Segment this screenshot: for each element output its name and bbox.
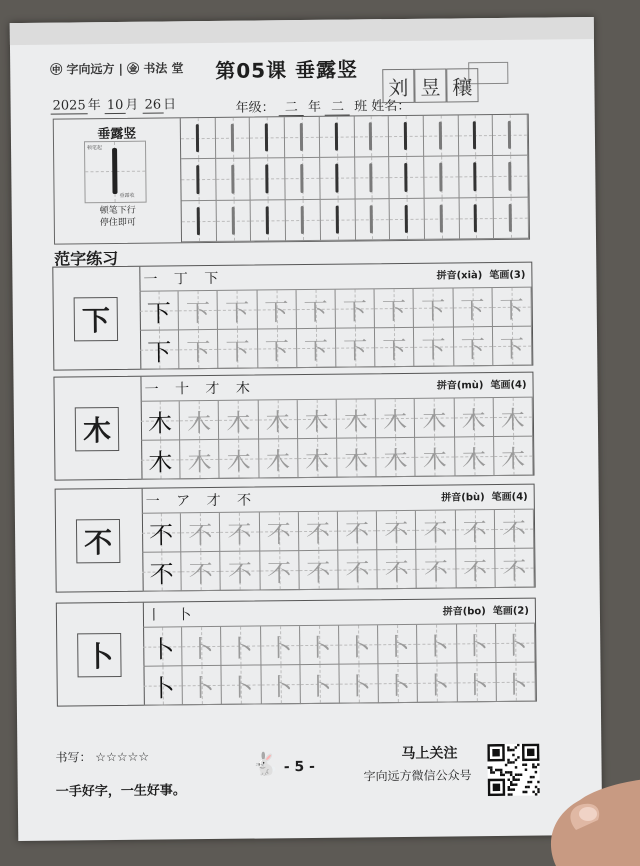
trace-character: 下: [264, 297, 289, 326]
name-boxes: [382, 68, 478, 103]
stroke-practice-cell[interactable]: [389, 116, 424, 158]
vertical-stroke-mark: [508, 162, 511, 190]
practice-cell[interactable]: [495, 510, 535, 549]
stroke-practice-cell[interactable]: [424, 198, 459, 240]
practice-cell[interactable]: [338, 550, 378, 589]
practice-cell[interactable]: [143, 666, 183, 705]
stroke-practice-cell[interactable]: [216, 200, 251, 242]
model-character: 下: [74, 297, 118, 341]
stroke-order: 一 十 才 木: [144, 380, 257, 398]
model-character: 卜: [77, 633, 121, 677]
model-character-panel: [54, 377, 142, 480]
practice-cell[interactable]: [183, 666, 223, 705]
vertical-stroke-mark: [196, 165, 199, 193]
vertical-stroke-mark: [231, 206, 234, 234]
trace-character: 卜: [307, 672, 332, 701]
practice-cell[interactable]: [339, 625, 379, 664]
practice-cell[interactable]: [496, 663, 536, 702]
practice-cell[interactable]: [297, 329, 337, 368]
practice-cell[interactable]: [140, 330, 180, 369]
name-char-1: 刘: [382, 69, 414, 103]
practice-cell[interactable]: [454, 398, 494, 437]
practice-cell[interactable]: [376, 438, 416, 477]
vertical-stroke-mark: [370, 164, 373, 192]
trace-character: 不: [384, 518, 409, 547]
rating-label: 书写：: [55, 750, 92, 765]
stroke-hint-line2: 停住即可: [99, 217, 136, 229]
qr-code-icon: [487, 744, 540, 797]
stroke-practice-cell[interactable]: [424, 157, 459, 199]
stroke-practice-cell[interactable]: [181, 118, 216, 160]
practice-cell[interactable]: [339, 664, 379, 703]
practice-cell[interactable]: [180, 401, 220, 440]
practice-cell[interactable]: [336, 328, 376, 367]
stroke-practice-cell[interactable]: [493, 156, 528, 198]
practice-cell[interactable]: [379, 664, 419, 703]
class-suffix: 班 姓名：: [354, 98, 411, 115]
vertical-stroke-mark: [231, 165, 234, 193]
practice-cell[interactable]: [179, 330, 219, 369]
vertical-stroke-mark: [370, 205, 373, 233]
model-character-panel: [57, 603, 145, 706]
practice-cell[interactable]: [492, 288, 532, 327]
practice-cell[interactable]: [141, 440, 181, 479]
practice-cell[interactable]: [376, 399, 416, 438]
vertical-stroke-mark: [335, 205, 338, 233]
practice-cell[interactable]: [455, 510, 495, 549]
pinyin-label: 拼音(xià): [436, 270, 483, 282]
hand-photo-edge: [536, 770, 640, 866]
practice-cell[interactable]: [220, 512, 260, 551]
stroke-practice-cell[interactable]: [494, 197, 529, 239]
strokes-label: 笔画(4): [490, 379, 527, 392]
practice-cell[interactable]: [257, 290, 297, 329]
vertical-stroke-mark: [439, 122, 442, 150]
practice-cell[interactable]: [259, 439, 299, 478]
trace-character: 木: [343, 406, 369, 436]
date-year: 2025: [51, 98, 88, 114]
vertical-stroke-mark: [301, 206, 304, 234]
practice-cell[interactable]: [417, 624, 457, 663]
vertical-stroke-mark: [197, 207, 200, 235]
practice-cell[interactable]: [219, 400, 259, 439]
practice-cell[interactable]: [218, 330, 258, 369]
trace-character: 卜: [463, 631, 489, 660]
practice-cell[interactable]: [338, 511, 378, 550]
trace-character: 下: [381, 296, 407, 325]
stroke-practice-cell[interactable]: [215, 118, 250, 160]
practice-cell[interactable]: [140, 291, 180, 330]
strokes-label: 笔画(3): [489, 269, 526, 282]
example-character: 不: [149, 559, 174, 589]
practice-cell[interactable]: [258, 400, 298, 439]
strokes-label: 笔画(4): [491, 491, 528, 504]
practice-cell[interactable]: [179, 291, 219, 330]
example-character: 下: [147, 337, 172, 367]
trace-character: 下: [421, 296, 446, 325]
practice-grid: [141, 397, 534, 480]
trace-character: 不: [188, 559, 213, 588]
date-year-suffix: 年: [87, 98, 101, 114]
date-month-suffix: 月: [125, 97, 139, 113]
vertical-stroke-mark: [439, 163, 442, 191]
practice-grid: [142, 509, 535, 592]
trace-character: 卜: [464, 670, 489, 699]
vertical-stroke-mark: [230, 124, 233, 152]
trace-character: 下: [186, 337, 211, 366]
date-line: [50, 93, 176, 113]
practice-cell[interactable]: [181, 552, 221, 591]
vertical-stroke-mark: [473, 121, 476, 149]
vertical-stroke-mark: [334, 123, 337, 151]
follow-subtitle: 字向远方微信公众号: [363, 768, 472, 784]
practice-cell[interactable]: [455, 437, 495, 476]
trace-character: 卜: [346, 671, 371, 701]
model-character: 木: [75, 407, 119, 451]
vertical-stroke-mark: [404, 122, 407, 150]
stroke-order: 丨 卜: [146, 607, 198, 624]
stroke-practice-cell[interactable]: [459, 156, 494, 198]
trace-character: 不: [305, 519, 331, 548]
practice-cell[interactable]: [181, 513, 221, 552]
stroke-practice-section: [53, 114, 530, 245]
stroke-practice-cell[interactable]: [493, 115, 528, 157]
stroke-practice-cell[interactable]: [320, 116, 355, 158]
stroke-demo-panel: [54, 118, 182, 243]
trace-character: 卜: [307, 633, 332, 662]
name-char-2: 昱: [414, 69, 446, 103]
worksheet-page: [10, 17, 603, 841]
practice-cell[interactable]: [261, 626, 301, 665]
trace-character: 木: [187, 408, 212, 437]
practice-cell[interactable]: [300, 626, 340, 665]
practice-cell[interactable]: [222, 665, 262, 704]
practice-cell[interactable]: [336, 289, 376, 328]
vertical-stroke-mark: [474, 163, 477, 191]
trace-character: 木: [422, 445, 447, 474]
trace-character: 不: [463, 556, 488, 585]
stroke-practice-cell[interactable]: [390, 198, 425, 240]
stroke-hint: [55, 204, 181, 229]
trace-character: 不: [227, 520, 252, 549]
trace-character: 卜: [346, 632, 371, 662]
practice-cell[interactable]: [377, 550, 417, 589]
stroke-practice-cell[interactable]: [355, 199, 390, 241]
trace-character: 卜: [189, 634, 214, 663]
practice-cell[interactable]: [417, 549, 457, 588]
grade-label: 年级：: [235, 100, 275, 116]
practice-cell[interactable]: [375, 328, 415, 367]
practice-cell[interactable]: [258, 329, 298, 368]
practice-cell[interactable]: [337, 399, 377, 438]
follow-title: 马上关注: [401, 745, 458, 763]
practice-cell[interactable]: [142, 552, 182, 591]
trace-character: 木: [265, 407, 290, 436]
practice-cell[interactable]: [375, 289, 415, 328]
date-day: 26: [142, 97, 163, 113]
practice-cell[interactable]: [414, 327, 454, 366]
character-section: [56, 598, 537, 707]
stroke-practice-cell[interactable]: [182, 201, 217, 243]
vertical-stroke-mark: [196, 124, 199, 152]
trace-character: 不: [423, 518, 448, 547]
pinyin-label: 拼音(bù): [441, 492, 485, 504]
practice-cell[interactable]: [297, 400, 337, 439]
stroke-hint-line1: 顿笔下行: [99, 205, 136, 217]
trace-character: 不: [423, 557, 449, 586]
stroke-practice-cell[interactable]: [354, 116, 389, 158]
stroke-practice-cell[interactable]: [251, 159, 286, 201]
vertical-stroke-mark: [265, 123, 268, 151]
practice-cell[interactable]: [378, 625, 418, 664]
trace-character: 卜: [228, 634, 253, 663]
section-heading: 范字练习: [54, 248, 119, 269]
practice-cell[interactable]: [142, 513, 182, 552]
trace-character: 不: [502, 556, 527, 585]
rabbit-icon: 🐇: [251, 752, 280, 778]
vertical-stroke-mark: [404, 163, 407, 191]
trace-character: 木: [501, 444, 526, 473]
practice-cell[interactable]: [218, 291, 258, 330]
practice-cell[interactable]: [454, 327, 494, 366]
stroke-practice-cell[interactable]: [459, 198, 494, 240]
practice-cell[interactable]: [221, 551, 261, 590]
trace-character: 卜: [503, 631, 528, 660]
practice-cell[interactable]: [260, 551, 300, 590]
trace-character: 不: [345, 518, 370, 548]
motto: 一手好字，一生好事。: [55, 783, 186, 800]
example-character: 卜: [150, 673, 175, 703]
stroke-practice-cell[interactable]: [285, 158, 320, 200]
trace-character: 木: [500, 405, 525, 434]
character-section: [55, 484, 536, 593]
trace-character: 下: [499, 295, 524, 324]
pinyin-label: 拼音(bo): [442, 606, 486, 618]
name-char-3: 穰: [446, 68, 478, 102]
date-day-suffix: 日: [163, 97, 177, 113]
practice-cell[interactable]: [377, 511, 417, 550]
practice-cell[interactable]: [221, 626, 261, 665]
example-character: 木: [148, 447, 173, 477]
trace-character: 不: [227, 559, 253, 588]
trace-character: 木: [422, 406, 447, 435]
stroke-order: 一 丁 下: [143, 270, 225, 288]
practice-cell[interactable]: [299, 512, 339, 551]
trace-character: 卜: [385, 671, 411, 700]
demo-label-bottom: 垂露收: [119, 192, 135, 199]
practice-cell[interactable]: [182, 627, 222, 666]
example-character: 木: [147, 408, 173, 438]
trace-character: 下: [303, 297, 328, 326]
trace-character: 下: [460, 334, 486, 363]
vertical-stroke-mark: [474, 204, 477, 232]
brand-logo: ㊥ 字向远方 | ㊎ 书法 堂: [50, 61, 184, 77]
trace-character: 卜: [189, 673, 215, 702]
practice-grid: [143, 623, 536, 706]
practice-cell[interactable]: [220, 439, 260, 478]
practice-cell[interactable]: [416, 510, 456, 549]
pinyin-label: 拼音(mù): [436, 380, 484, 392]
vertical-stroke-mark: [265, 165, 268, 193]
practice-cell[interactable]: [494, 437, 534, 476]
trace-character: 不: [188, 520, 213, 549]
character-section: [53, 372, 534, 481]
trace-character: 不: [501, 517, 527, 546]
trace-character: 下: [382, 335, 407, 364]
grade-value: 二: [279, 100, 304, 116]
practice-cell[interactable]: [337, 438, 377, 477]
stroke-practice-cell[interactable]: [424, 115, 459, 157]
date-month: 10: [105, 98, 126, 114]
trace-character: 木: [461, 444, 487, 473]
char-meta: [437, 376, 527, 392]
vertical-stroke-mark: [266, 206, 269, 234]
vertical-stroke-mark: [300, 164, 303, 192]
trace-character: 木: [461, 405, 486, 434]
trace-character: 下: [343, 335, 368, 365]
stroke-practice-cell[interactable]: [181, 159, 216, 201]
practice-cell[interactable]: [414, 288, 454, 327]
model-character: 不: [76, 519, 120, 563]
trace-character: 下: [460, 295, 485, 324]
stroke-practice-cell[interactable]: [216, 159, 251, 201]
trace-character: 卜: [268, 672, 293, 701]
vertical-stroke-illustration: [112, 148, 117, 194]
trace-character: 木: [265, 446, 291, 475]
practice-cell[interactable]: [296, 290, 336, 329]
star-rating: ☆☆☆☆☆: [95, 749, 150, 765]
practice-cell[interactable]: [453, 288, 493, 327]
strokes-label: 笔画(2): [492, 605, 529, 618]
trace-character: 不: [306, 558, 331, 587]
trace-character: 木: [187, 447, 212, 476]
trace-character: 木: [226, 408, 251, 437]
practice-cell[interactable]: [456, 549, 496, 588]
top-strip-bleed-text: [10, 17, 594, 45]
trace-character: 木: [383, 406, 408, 435]
vertical-stroke-mark: [508, 121, 511, 149]
char-meta: [443, 602, 529, 618]
example-character: 卜: [150, 634, 175, 664]
trace-character: 木: [304, 407, 329, 436]
trace-character: 下: [264, 336, 290, 365]
demo-label-top: 顿笔起: [87, 145, 103, 152]
vertical-stroke-mark: [369, 122, 372, 150]
trace-character: 不: [267, 558, 292, 587]
vertical-stroke-mark: [405, 205, 408, 233]
trace-character: 不: [462, 517, 487, 546]
practice-cell[interactable]: [261, 665, 301, 704]
practice-cell[interactable]: [457, 663, 497, 702]
practice-cell[interactable]: [415, 398, 455, 437]
trace-character: 不: [266, 519, 291, 548]
practice-cell[interactable]: [300, 665, 340, 704]
stroke-demo-box: [84, 141, 147, 204]
stroke-practice-cell[interactable]: [285, 117, 320, 159]
rating-line: [55, 748, 149, 766]
practice-cell[interactable]: [418, 663, 458, 702]
char-meta: [436, 266, 525, 282]
stroke-practice-cell[interactable]: [250, 117, 285, 159]
trace-character: 木: [383, 445, 408, 474]
trace-character: 下: [225, 337, 250, 366]
practice-cell[interactable]: [457, 624, 497, 663]
practice-cell[interactable]: [141, 401, 181, 440]
practice-cell[interactable]: [259, 512, 299, 551]
trace-character: 下: [342, 296, 368, 326]
trace-character: 卜: [503, 670, 528, 699]
trace-character: 不: [345, 557, 370, 587]
practice-cell[interactable]: [415, 437, 455, 476]
lesson-title: 第05课 垂露竖: [215, 57, 359, 83]
char-meta: [441, 488, 528, 504]
stroke-practice-cell[interactable]: [389, 157, 424, 199]
vertical-stroke-mark: [509, 204, 512, 232]
example-character: 不: [149, 520, 174, 550]
stroke-name: 垂露竖: [97, 126, 137, 143]
stroke-practice-cell[interactable]: [320, 158, 355, 200]
stroke-practice-cell[interactable]: [458, 115, 493, 157]
trace-character: 下: [185, 298, 211, 327]
trace-character: 木: [305, 446, 330, 475]
practice-cell[interactable]: [493, 327, 533, 366]
practice-cell[interactable]: [298, 439, 338, 478]
trace-character: 卜: [424, 632, 449, 661]
trace-character: 不: [384, 557, 409, 586]
page-number-area: [251, 752, 315, 778]
trace-character: 木: [226, 447, 251, 476]
stroke-practice-grid: [181, 115, 529, 243]
stroke-practice-cell[interactable]: [355, 157, 390, 199]
vertical-stroke-mark: [335, 164, 338, 192]
grade-suffix: 年: [307, 99, 322, 115]
page-number: - 5 -: [283, 758, 316, 776]
practice-cell[interactable]: [495, 549, 535, 588]
trace-character: 下: [499, 334, 525, 363]
model-character-panel: [53, 267, 141, 370]
trace-character: 卜: [267, 633, 293, 662]
stroke-practice-cell[interactable]: [320, 199, 355, 241]
trace-character: 卜: [229, 673, 254, 702]
practice-cell[interactable]: [180, 440, 220, 479]
trace-character: 卜: [425, 671, 450, 700]
model-character-panel: [56, 489, 144, 592]
practice-cell[interactable]: [299, 551, 339, 590]
practice-cell[interactable]: [496, 624, 536, 663]
practice-cell[interactable]: [493, 398, 533, 437]
example-character: 下: [146, 298, 172, 328]
stroke-order: 一 ア 才 不: [145, 492, 258, 510]
vertical-stroke-mark: [439, 204, 442, 232]
practice-grid: [140, 287, 533, 370]
practice-cell[interactable]: [143, 627, 183, 666]
trace-character: 下: [303, 336, 329, 365]
stroke-practice-cell[interactable]: [251, 200, 286, 242]
class-value: 二: [325, 100, 350, 116]
stroke-practice-cell[interactable]: [286, 199, 321, 241]
vertical-stroke-mark: [300, 123, 303, 151]
trace-character: 卜: [385, 632, 410, 661]
trace-character: 下: [421, 335, 446, 364]
trace-character: 下: [225, 298, 250, 327]
character-section: [52, 262, 533, 371]
trace-character: 木: [344, 445, 369, 475]
